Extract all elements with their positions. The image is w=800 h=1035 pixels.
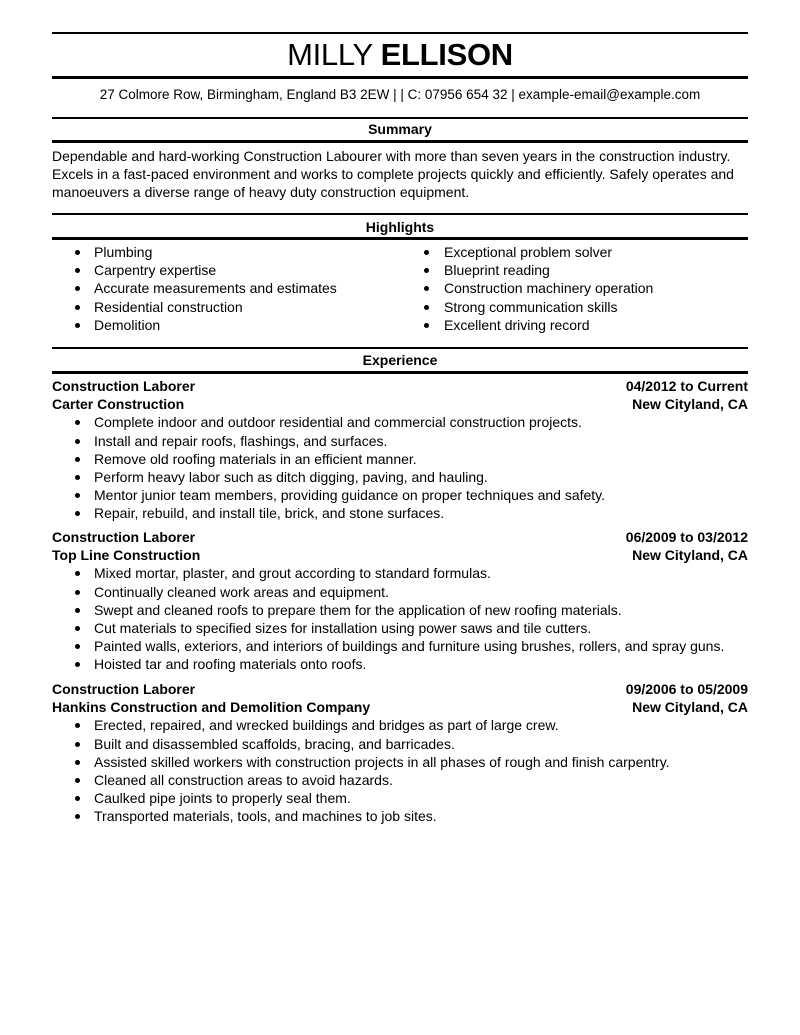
duty-item: Caulked pipe joints to properly seal them. <box>52 789 748 807</box>
name-rule <box>52 76 748 79</box>
highlight-item: Carpentry expertise <box>52 261 337 279</box>
highlight-item: Strong communication skills <box>400 298 653 316</box>
bullet-icon <box>75 439 80 444</box>
bullet-icon <box>75 723 80 728</box>
contact-rule <box>52 117 748 119</box>
bullet-icon <box>75 626 80 631</box>
job-title: Construction Laborer <box>52 681 196 697</box>
duty-item: Cleaned all construction areas to avoid hazards. <box>52 771 748 789</box>
bullet-icon <box>424 250 429 255</box>
company-name: Carter Construction <box>52 396 185 413</box>
highlight-item: Demolition <box>52 316 337 334</box>
duty-item: Repair, rebuild, and install tile, brick, and stone surfaces. <box>52 504 748 522</box>
job-duties <box>52 716 748 825</box>
duty-item: Complete indoor and outdoor residential and commercial construction projects. <box>52 413 748 431</box>
duty-item: Mixed mortar, plaster, and grout according to standard formulas. <box>52 564 748 582</box>
job-title: Construction Laborer <box>52 378 196 394</box>
highlight-item: Construction machinery operation <box>400 279 653 297</box>
job-dates: 06/2009 to 03/2012 <box>625 529 748 545</box>
job-duties <box>52 564 748 673</box>
bullet-icon <box>424 305 429 310</box>
summary-text: Dependable and hard-working Construction Labourer with more than seven years in the construction industry. Excels in a fast-paced environment and works to complete projects quickly and efficiently. Safely operates and manoeuvers a diverse range of heavy duty construction equipment. <box>52 148 734 201</box>
bullet-icon <box>75 742 80 747</box>
experience-rule <box>52 371 748 374</box>
duty-item: Erected, repaired, and wrecked buildings and bridges as part of large crew. <box>52 716 748 734</box>
bullet-icon <box>75 608 80 613</box>
highlights-top-rule <box>52 213 748 215</box>
duty-item: Cut materials to specified sizes for installation using power saws and tile cutters. <box>52 619 748 637</box>
bullet-icon <box>75 814 80 819</box>
highlight-item: Excellent driving record <box>400 316 653 334</box>
bullet-icon <box>75 305 80 310</box>
bullet-icon <box>75 457 80 462</box>
bullet-icon <box>75 511 80 516</box>
experience-top-rule <box>52 347 748 349</box>
job-location: New Cityland, CA <box>632 396 748 413</box>
duty-item: Built and disassembled scaffolds, bracing, and barricades. <box>52 735 748 753</box>
bullet-icon <box>75 590 80 595</box>
bullet-icon <box>424 286 429 291</box>
bullet-icon <box>75 323 80 328</box>
bullet-icon <box>75 571 80 576</box>
bullet-icon <box>75 760 80 765</box>
candidate-name <box>52 36 748 74</box>
bullet-icon <box>75 268 80 273</box>
bullet-icon <box>75 475 80 480</box>
highlights-left-list <box>52 243 337 334</box>
job-title: Construction Laborer <box>52 529 196 545</box>
bullet-icon <box>75 420 80 425</box>
highlight-item: Exceptional problem solver <box>400 243 653 261</box>
duty-item: Perform heavy labor such as ditch digging, paving, and hauling. <box>52 468 748 486</box>
job-entry <box>52 680 748 826</box>
last-name: ELLISON <box>380 37 513 72</box>
duty-item: Assisted skilled workers with construction projects in all phases of rough and finish carpentry. <box>52 753 748 771</box>
job-dates: 09/2006 to 05/2009 <box>625 681 748 697</box>
highlights-rule <box>52 237 748 240</box>
job-location: New Cityland, CA <box>632 547 748 564</box>
highlight-item: Accurate measurements and estimates <box>52 279 337 297</box>
bullet-icon <box>75 250 80 255</box>
duty-item: Install and repair roofs, flashings, and surfaces. <box>52 432 748 450</box>
bullet-icon <box>75 662 80 667</box>
duty-item: Hoisted tar and roofing materials onto roofs. <box>52 655 748 673</box>
duty-item: Swept and cleaned roofs to prepare them for the application of new roofing materials. <box>52 601 748 619</box>
contact-info: 27 Colmore Row, Birmingham, England B3 2EW | | C: 07956 654 32 | example-email@example.com <box>99 87 701 102</box>
experience-heading: Experience <box>362 352 438 368</box>
bullet-icon <box>75 493 80 498</box>
highlight-item: Blueprint reading <box>400 261 653 279</box>
summary-heading: Summary <box>368 121 432 137</box>
summary-rule <box>52 140 748 143</box>
duty-item: Painted walls, exteriors, and interiors of buildings and furniture using brushes, rollers, and spray guns. <box>52 637 748 655</box>
bullet-icon <box>75 778 80 783</box>
bullet-icon <box>75 286 80 291</box>
job-entry <box>52 377 748 523</box>
bullet-icon <box>424 268 429 273</box>
job-dates: 04/2012 to Current <box>625 378 748 394</box>
duty-item: Remove old roofing materials in an efficient manner. <box>52 450 748 468</box>
highlights-heading: Highlights <box>365 219 435 235</box>
job-entry <box>52 528 748 674</box>
bullet-icon <box>424 323 429 328</box>
highlight-item: Residential construction <box>52 298 337 316</box>
company-name: Top Line Construction <box>52 547 201 564</box>
job-location: New Cityland, CA <box>632 699 748 716</box>
job-duties <box>52 413 748 522</box>
bullet-icon <box>75 796 80 801</box>
top-rule <box>52 32 748 34</box>
duty-item: Mentor junior team members, providing guidance on proper techniques and safety. <box>52 486 748 504</box>
highlight-item: Plumbing <box>52 243 337 261</box>
highlights-right-list <box>400 243 653 334</box>
duty-item: Continually cleaned work areas and equipment. <box>52 583 748 601</box>
company-name: Hankins Construction and Demolition Company <box>52 699 371 716</box>
duty-item: Transported materials, tools, and machines to job sites. <box>52 807 748 825</box>
bullet-icon <box>75 644 80 649</box>
first-name: MILLY <box>287 37 373 72</box>
